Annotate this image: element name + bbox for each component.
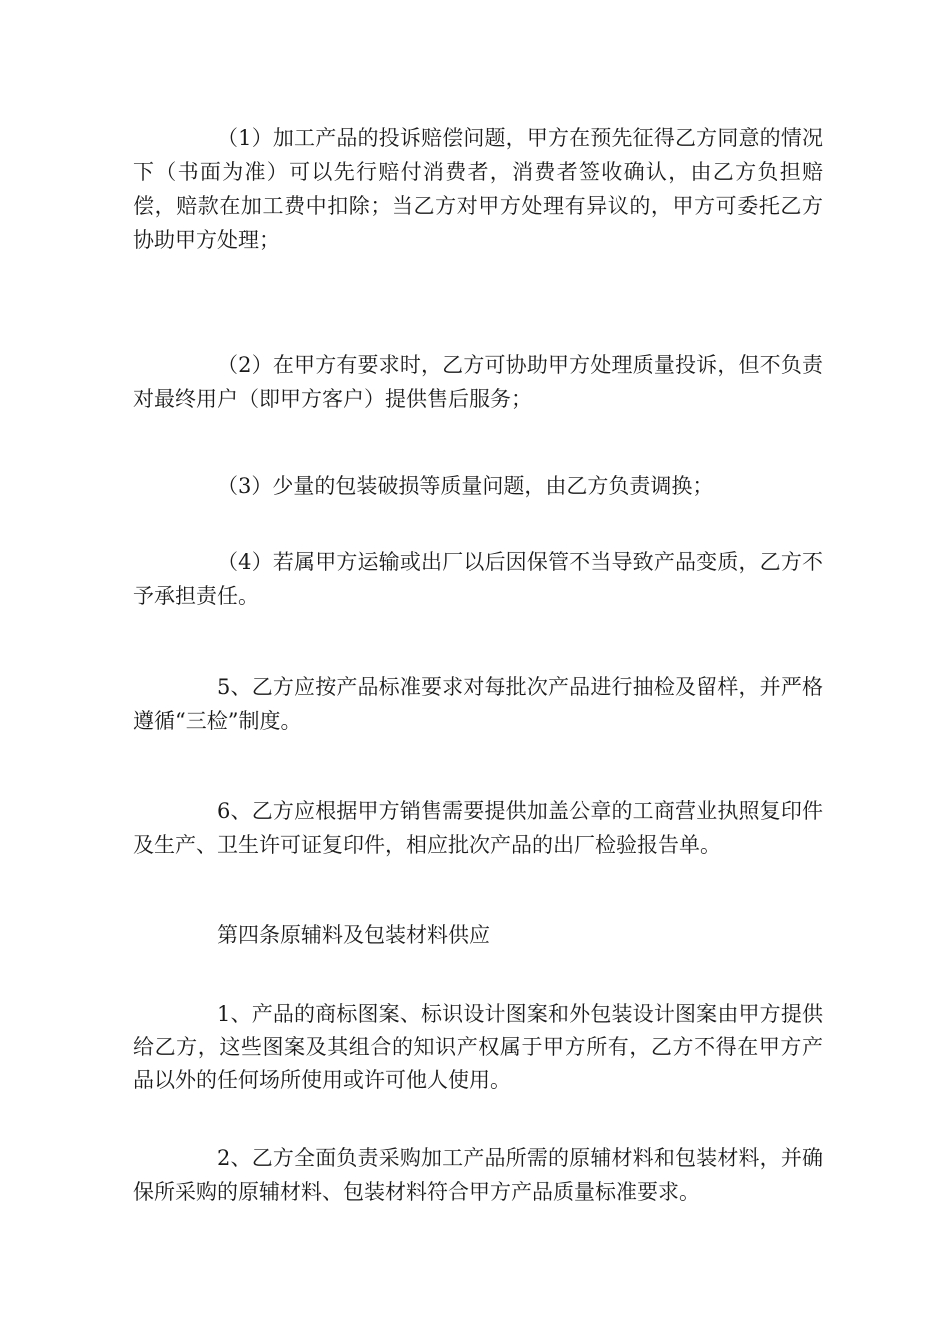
paragraph-trademark-ip: 1、产品的商标图案、标识设计图案和外包装设计图案由甲方提供给乙方，这些图案及其组合的知识产权属于甲方所有，乙方不得在甲方产品以外的任何场所使用或许可他人使用。 (133, 1002, 823, 1092)
paragraph-transport-liability: （4）若属甲方运输或出厂以后因保管不当导致产品变质，乙方不予承担责任。 (133, 550, 823, 608)
section-heading-article-four: 第四条原辅料及包装材料供应 (217, 923, 490, 947)
paragraph-sampling-inspection: 5、乙方应按产品标准要求对每批次产品进行抽检及留样，并严格遵循“三检”制度。 (133, 675, 823, 733)
paragraph-material-procurement: 2、乙方全面负责采购加工产品所需的原辅材料和包装材料，并确保所采购的原辅材料、包装材料符合甲方产品质量标准要求。 (133, 1146, 823, 1204)
paragraph-quality-complaint-assist: （2）在甲方有要求时，乙方可协助甲方处理质量投诉，但不负责对最终用户（即甲方客户）提供售后服务； (133, 353, 823, 411)
paragraph-complaint-compensation: （1）加工产品的投诉赔偿问题，甲方在预先征得乙方同意的情况下（书面为准）可以先行赔付消费者，消费者签收确认，由乙方负担赔偿，赔款在加工费中扣除；当乙方对甲方处理有异议的，甲方可委托乙方协助甲方处理； (133, 126, 823, 252)
paragraph-package-damage: （3）少量的包装破损等质量问题，由乙方负责调换； (217, 474, 714, 498)
paragraph-license-documents: 6、乙方应根据甲方销售需要提供加盖公章的工商营业执照复印件及生产、卫生许可证复印件，相应批次产品的出厂检验报告单。 (133, 799, 823, 857)
